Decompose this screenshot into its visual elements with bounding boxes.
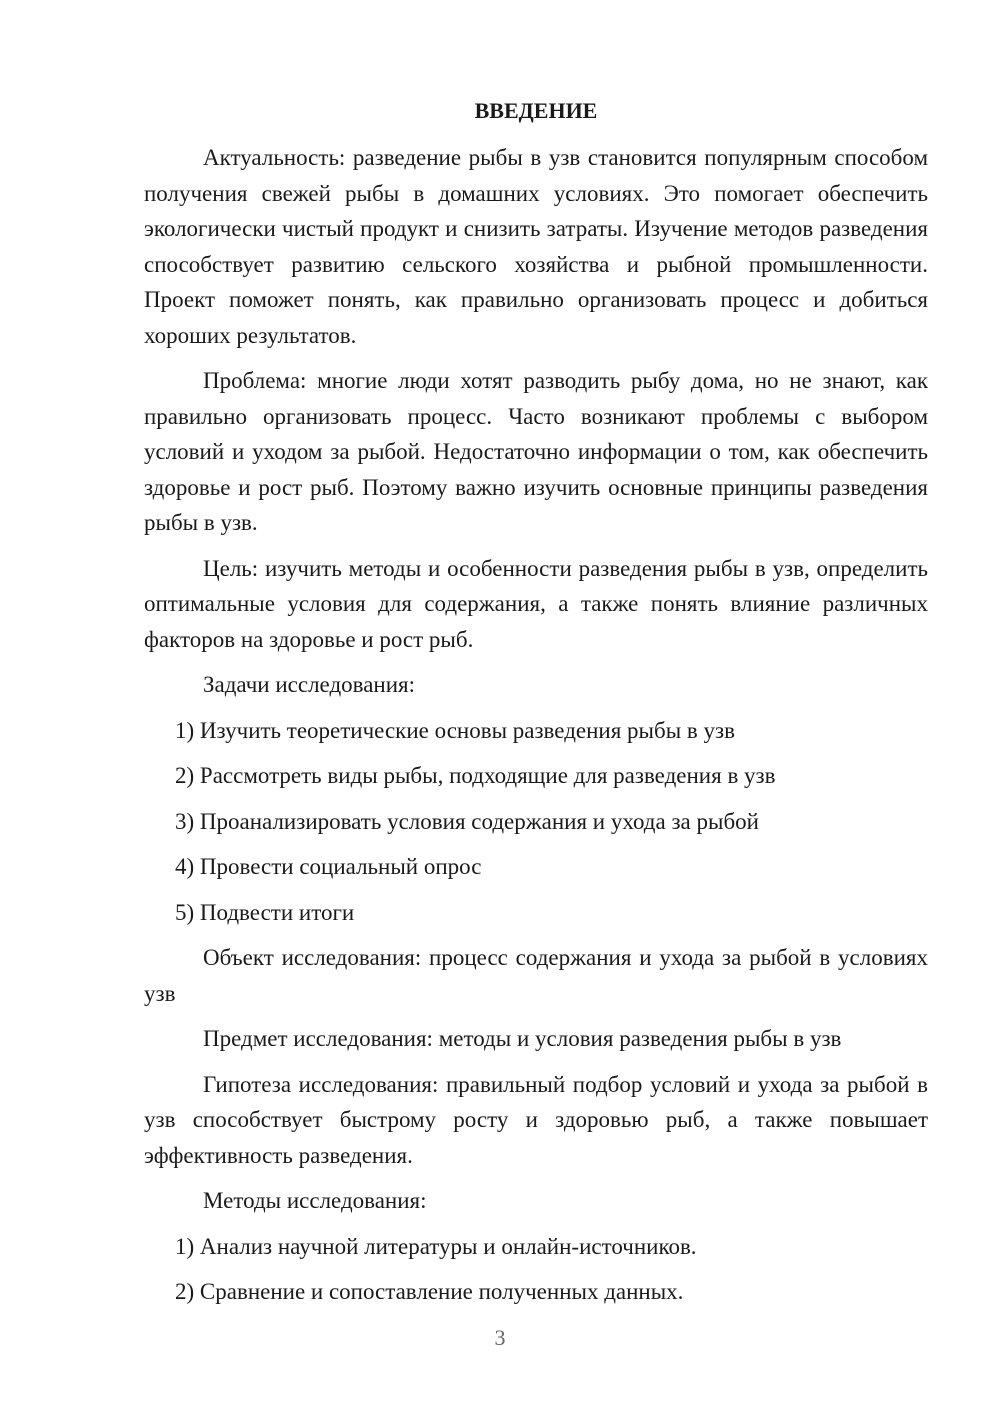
page-number: 3 bbox=[494, 1325, 506, 1350]
method-item: 2) Сравнение и сопоставление полученных данных. bbox=[175, 1279, 684, 1304]
problem-paragraph: Проблема: многие люди хотят разводить рыбу дома, но не знают, как правильно организовать процесс. Часто возникают проблемы с выбором условий и уходом за рыбой. Недостаточно информации о том, как обеспечить здоровье и рост рыб. Поэтому важно изучить основные принципы разведения рыбы в узв. bbox=[144, 368, 928, 535]
task-item: 4) Провести социальный опрос bbox=[175, 854, 482, 879]
task-item: 3) Проанализировать условия содержания и ухода за рыбой bbox=[175, 808, 759, 834]
task-item: 5) Подвести итоги bbox=[175, 899, 355, 925]
relevance-paragraph: Актуальность: разведение рыбы в узв становится популярным способом получения свежей рыбы в домашних условиях. Это помогает обеспечить экологически чистый продукт и снизить затраты. Изучение методов разведения способствует развитию сельского хозяйства и рыбной промышленности. Проект поможет понять, как правильно организовать процесс и добиться хороших результатов. bbox=[144, 145, 928, 348]
task-item: 1) Изучить теоретические основы разведения рыбы в узв bbox=[175, 717, 735, 743]
task-item: 2) Рассмотреть виды рыбы, подходящие для разведения в узв bbox=[175, 763, 776, 788]
hypothesis-paragraph: Гипотеза исследования: правильный подбор условий и ухода за рыбой в узв способствует быстрому росту и здоровью рыб, а также повышает эффективность разведения. bbox=[144, 1071, 928, 1168]
goal-paragraph: Цель: изучить методы и особенности разведения рыбы в узв, определить оптимальные условия для содержания, а также понять влияние различных факторов на здоровье и рост рыб. bbox=[144, 555, 928, 652]
tasks-heading: Задачи исследования: bbox=[203, 672, 416, 697]
page-content bbox=[144, 94, 928, 1320]
method-item: 1) Анализ научной литературы и онлайн-источников. bbox=[175, 1233, 697, 1259]
object-paragraph: Объект исследования: процесс содержания и ухода за рыбой в условиях узв bbox=[144, 945, 928, 1006]
subject-paragraph: Предмет исследования: методы и условия разведения рыбы в узв bbox=[203, 1026, 842, 1051]
methods-heading: Методы исследования: bbox=[203, 1188, 427, 1213]
section-title: ВВЕДЕНИЕ bbox=[474, 98, 598, 123]
